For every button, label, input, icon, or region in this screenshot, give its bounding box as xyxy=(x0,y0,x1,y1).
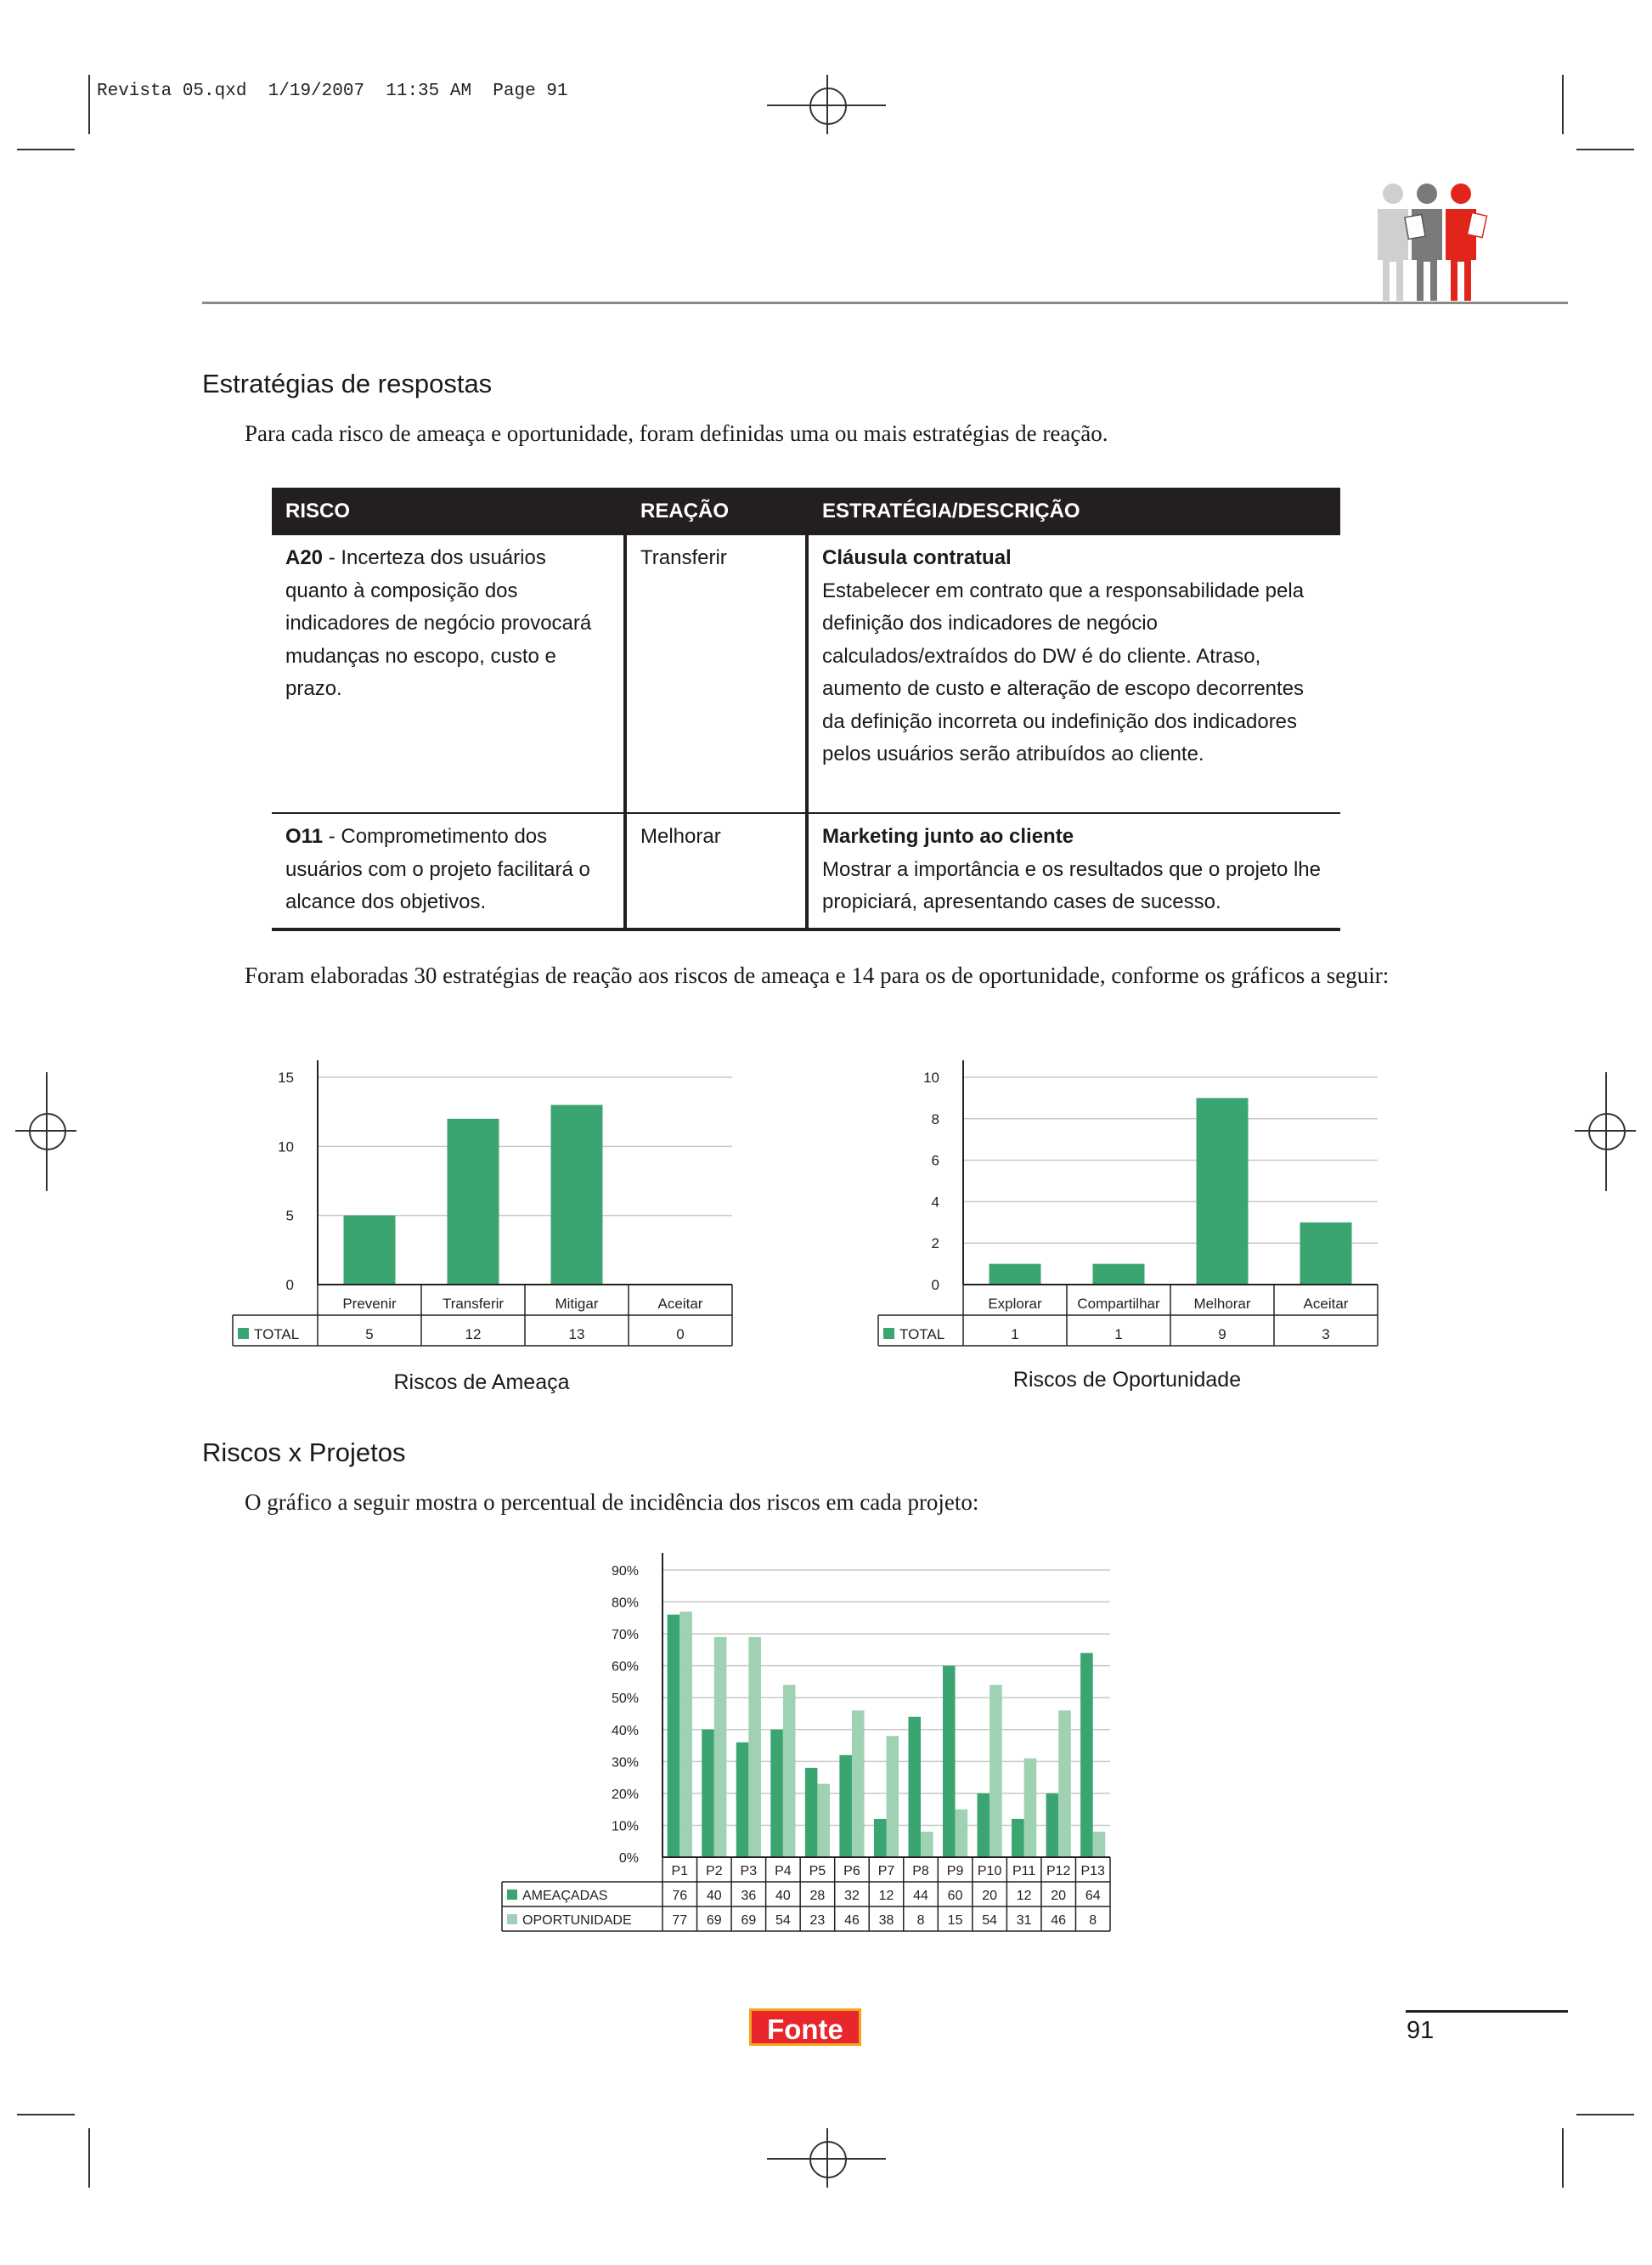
legend-label: TOTAL xyxy=(899,1326,945,1342)
section-intro-risks-projects: O gráfico a seguir mostra o percentual de incidência dos riscos em cada projeto: xyxy=(245,1489,979,1515)
x-category-label: P11 xyxy=(1012,1864,1036,1878)
x-category-label: P3 xyxy=(740,1864,758,1878)
y-tick-label: 6 xyxy=(931,1152,939,1169)
strategy-table xyxy=(272,488,1340,931)
data-label: 69 xyxy=(706,1913,722,1928)
x-category-label: P2 xyxy=(706,1864,723,1878)
data-label: 13 xyxy=(568,1326,585,1342)
x-category-label: Explorar xyxy=(988,1296,1042,1312)
data-label: 31 xyxy=(1016,1913,1032,1928)
bar xyxy=(668,1615,680,1857)
legend-swatch xyxy=(507,1914,517,1924)
data-label: 23 xyxy=(809,1913,826,1928)
bar xyxy=(874,1819,887,1857)
data-label: 20 xyxy=(982,1889,998,1903)
bar xyxy=(1080,1653,1093,1857)
strategy-description: Estabelecer em contrato que a responsabilidade pela definição dos indicadores de negócio calculados/extraídos do DW é do cliente. Atraso, aumento de custo e alteração de escopo decorrentes da definição incorreta ou indefinição dos indicadores pelos usuários serão atribuídos ao cliente. xyxy=(822,579,1305,765)
threat-risks-chart xyxy=(223,1053,741,1359)
bar xyxy=(852,1710,865,1857)
opportunity-risks-chart xyxy=(868,1053,1386,1359)
table-cell-strategy xyxy=(807,535,1340,813)
risk-code: O11 xyxy=(285,825,324,848)
x-category-label: P4 xyxy=(775,1864,792,1878)
table-cell-strategy xyxy=(807,813,1340,929)
y-tick-label: 8 xyxy=(931,1110,939,1127)
data-label: 0 xyxy=(676,1326,685,1342)
bar xyxy=(978,1793,990,1857)
bar xyxy=(1058,1710,1071,1857)
bar xyxy=(736,1743,749,1857)
data-label: 77 xyxy=(672,1913,688,1928)
y-tick-label: 4 xyxy=(931,1194,939,1211)
x-category-label: Compartilhar xyxy=(1077,1296,1160,1312)
y-tick-label: 10% xyxy=(611,1819,639,1834)
bar xyxy=(448,1119,499,1285)
bar xyxy=(344,1216,396,1285)
page-number: 91 xyxy=(1407,2017,1435,2044)
legend-swatch xyxy=(883,1328,894,1339)
data-label: 1 xyxy=(1011,1326,1019,1342)
bar xyxy=(990,1685,1002,1857)
bar xyxy=(990,1264,1041,1285)
data-label: 1 xyxy=(1114,1326,1123,1342)
legend-label: TOTAL xyxy=(254,1326,300,1342)
y-tick-label: 80% xyxy=(611,1596,639,1611)
bar xyxy=(783,1685,796,1857)
data-label: 8 xyxy=(916,1913,925,1928)
bar xyxy=(1197,1098,1249,1285)
fonte-logo: Fonte xyxy=(749,2008,861,2046)
bar xyxy=(748,1637,761,1857)
people-figures-icon xyxy=(1369,182,1497,302)
data-label: 76 xyxy=(672,1889,688,1903)
risks-per-project-chart xyxy=(497,1550,1117,1950)
x-category-label: P8 xyxy=(912,1864,929,1878)
table-header-risk: RISCO xyxy=(272,488,625,535)
table-cell-reaction: Transferir xyxy=(625,535,807,813)
printer-slug: Revista 05.qxd 1/19/2007 11:35 AM Page 91 xyxy=(97,82,568,101)
bar xyxy=(956,1810,968,1857)
data-label: 46 xyxy=(844,1913,860,1928)
data-label: 32 xyxy=(844,1889,860,1903)
y-tick-label: 10 xyxy=(923,1070,939,1086)
legend-label: AMEAÇADAS xyxy=(522,1889,608,1903)
data-label: 40 xyxy=(775,1889,791,1903)
table-row xyxy=(272,813,1340,929)
y-tick-label: 20% xyxy=(611,1787,639,1802)
x-category-label: P1 xyxy=(671,1864,689,1878)
section-intro-strategies: Para cada risco de ameaça e oportunidade, foram definidas uma ou mais estratégias de reação. xyxy=(245,421,1108,446)
table-row xyxy=(272,535,1340,813)
data-label: 46 xyxy=(1051,1913,1067,1928)
bar xyxy=(921,1832,933,1857)
table-cell-reaction: Melhorar xyxy=(625,813,807,929)
bar xyxy=(817,1784,830,1857)
bar xyxy=(908,1717,921,1857)
table-cell-risk xyxy=(272,535,625,813)
data-label: 20 xyxy=(1051,1889,1067,1903)
risk-description: - Incerteza dos usuários quanto à composição dos indicadores de negócio provocará mudanças no escopo, custo e prazo. xyxy=(285,546,592,700)
data-label: 3 xyxy=(1322,1326,1330,1342)
x-category-label: Mitigar xyxy=(555,1296,599,1312)
bar xyxy=(805,1768,818,1857)
data-label: 40 xyxy=(706,1889,722,1903)
data-label: 44 xyxy=(913,1889,928,1903)
y-tick-label: 90% xyxy=(611,1564,639,1579)
bar xyxy=(839,1755,852,1857)
strategy-description: Mostrar a importância e os resultados que o projeto lhe propiciará, apresentando cases de sucesso. xyxy=(822,857,1321,913)
opportunity-chart-caption: Riscos de Oportunidade xyxy=(1012,1368,1242,1392)
x-category-label: P9 xyxy=(946,1864,964,1878)
y-tick-label: 70% xyxy=(611,1628,639,1643)
y-tick-label: 50% xyxy=(611,1692,639,1707)
x-category-label: Melhorar xyxy=(1193,1296,1251,1312)
data-label: 8 xyxy=(1089,1913,1097,1928)
risk-code: A20 xyxy=(285,546,324,569)
table-header-reaction: REAÇÃO xyxy=(625,488,807,535)
x-category-label: P7 xyxy=(877,1864,895,1878)
y-tick-label: 60% xyxy=(611,1659,639,1675)
y-tick-label: 30% xyxy=(611,1755,639,1771)
bar xyxy=(1300,1223,1352,1285)
y-tick-label: 5 xyxy=(285,1207,294,1224)
x-category-label: Prevenir xyxy=(342,1296,397,1312)
bar xyxy=(770,1730,783,1857)
data-label: 12 xyxy=(465,1326,482,1342)
bar xyxy=(714,1637,727,1857)
bar xyxy=(1093,1832,1106,1857)
bar xyxy=(702,1730,714,1857)
y-tick-label: 0 xyxy=(285,1277,294,1293)
threat-chart-caption: Riscos de Ameaça xyxy=(393,1370,570,1394)
data-label: 64 xyxy=(1085,1889,1101,1903)
bar xyxy=(679,1612,692,1857)
bar xyxy=(1024,1759,1037,1857)
risk-description: - Comprometimento dos usuários com o projeto facilitará o alcance dos objetivos. xyxy=(285,825,590,913)
header-rule xyxy=(202,302,1568,304)
strategy-title: Marketing junto ao cliente xyxy=(822,825,1074,848)
x-category-label: P6 xyxy=(843,1864,860,1878)
x-category-label: Aceitar xyxy=(1303,1296,1349,1312)
data-label: 60 xyxy=(947,1889,963,1903)
x-category-label: Transferir xyxy=(442,1296,505,1312)
table-header-strategy: ESTRATÉGIA/DESCRIÇÃO xyxy=(807,488,1340,535)
data-label: 15 xyxy=(947,1913,963,1928)
data-label: 54 xyxy=(775,1913,791,1928)
bar xyxy=(887,1736,899,1857)
x-category-label: P12 xyxy=(1046,1864,1071,1878)
y-tick-label: 10 xyxy=(278,1138,294,1155)
bar xyxy=(1046,1793,1059,1857)
data-label: 28 xyxy=(809,1889,826,1903)
data-label: 69 xyxy=(741,1913,757,1928)
data-label: 12 xyxy=(1016,1889,1032,1903)
bar xyxy=(1093,1264,1145,1285)
x-category-label: P13 xyxy=(1080,1864,1105,1878)
data-label: 12 xyxy=(878,1889,894,1903)
paragraph-strategies-count: Foram elaboradas 30 estratégias de reação aos riscos de ameaça e 14 para os de oportunidade, conforme os gráficos a seguir: xyxy=(245,963,1390,988)
footer-rule xyxy=(1406,2010,1568,2013)
table-cell-risk xyxy=(272,813,625,929)
y-tick-label: 15 xyxy=(278,1070,294,1086)
y-tick-label: 40% xyxy=(611,1723,639,1738)
section-title-strategies: Estratégias de respostas xyxy=(202,369,493,398)
data-label: 36 xyxy=(741,1889,757,1903)
x-category-label: P5 xyxy=(809,1864,826,1878)
section-title-risks-projects: Riscos x Projetos xyxy=(202,1438,406,1467)
bar xyxy=(943,1666,956,1857)
strategy-title: Cláusula contratual xyxy=(822,546,1012,569)
data-label: 9 xyxy=(1218,1326,1226,1342)
x-category-label: P10 xyxy=(977,1864,1002,1878)
legend-label: OPORTUNIDADE xyxy=(522,1913,632,1928)
legend-swatch xyxy=(238,1328,249,1339)
y-tick-label: 0 xyxy=(931,1277,939,1293)
legend-swatch xyxy=(507,1889,517,1900)
data-label: 54 xyxy=(982,1913,998,1928)
data-label: 38 xyxy=(878,1913,894,1928)
bar xyxy=(1012,1819,1024,1857)
x-category-label: Aceitar xyxy=(657,1296,703,1312)
y-tick-label: 2 xyxy=(931,1235,939,1252)
bar xyxy=(551,1105,603,1285)
data-label: 5 xyxy=(365,1326,374,1342)
y-tick-label: 0% xyxy=(618,1851,639,1866)
